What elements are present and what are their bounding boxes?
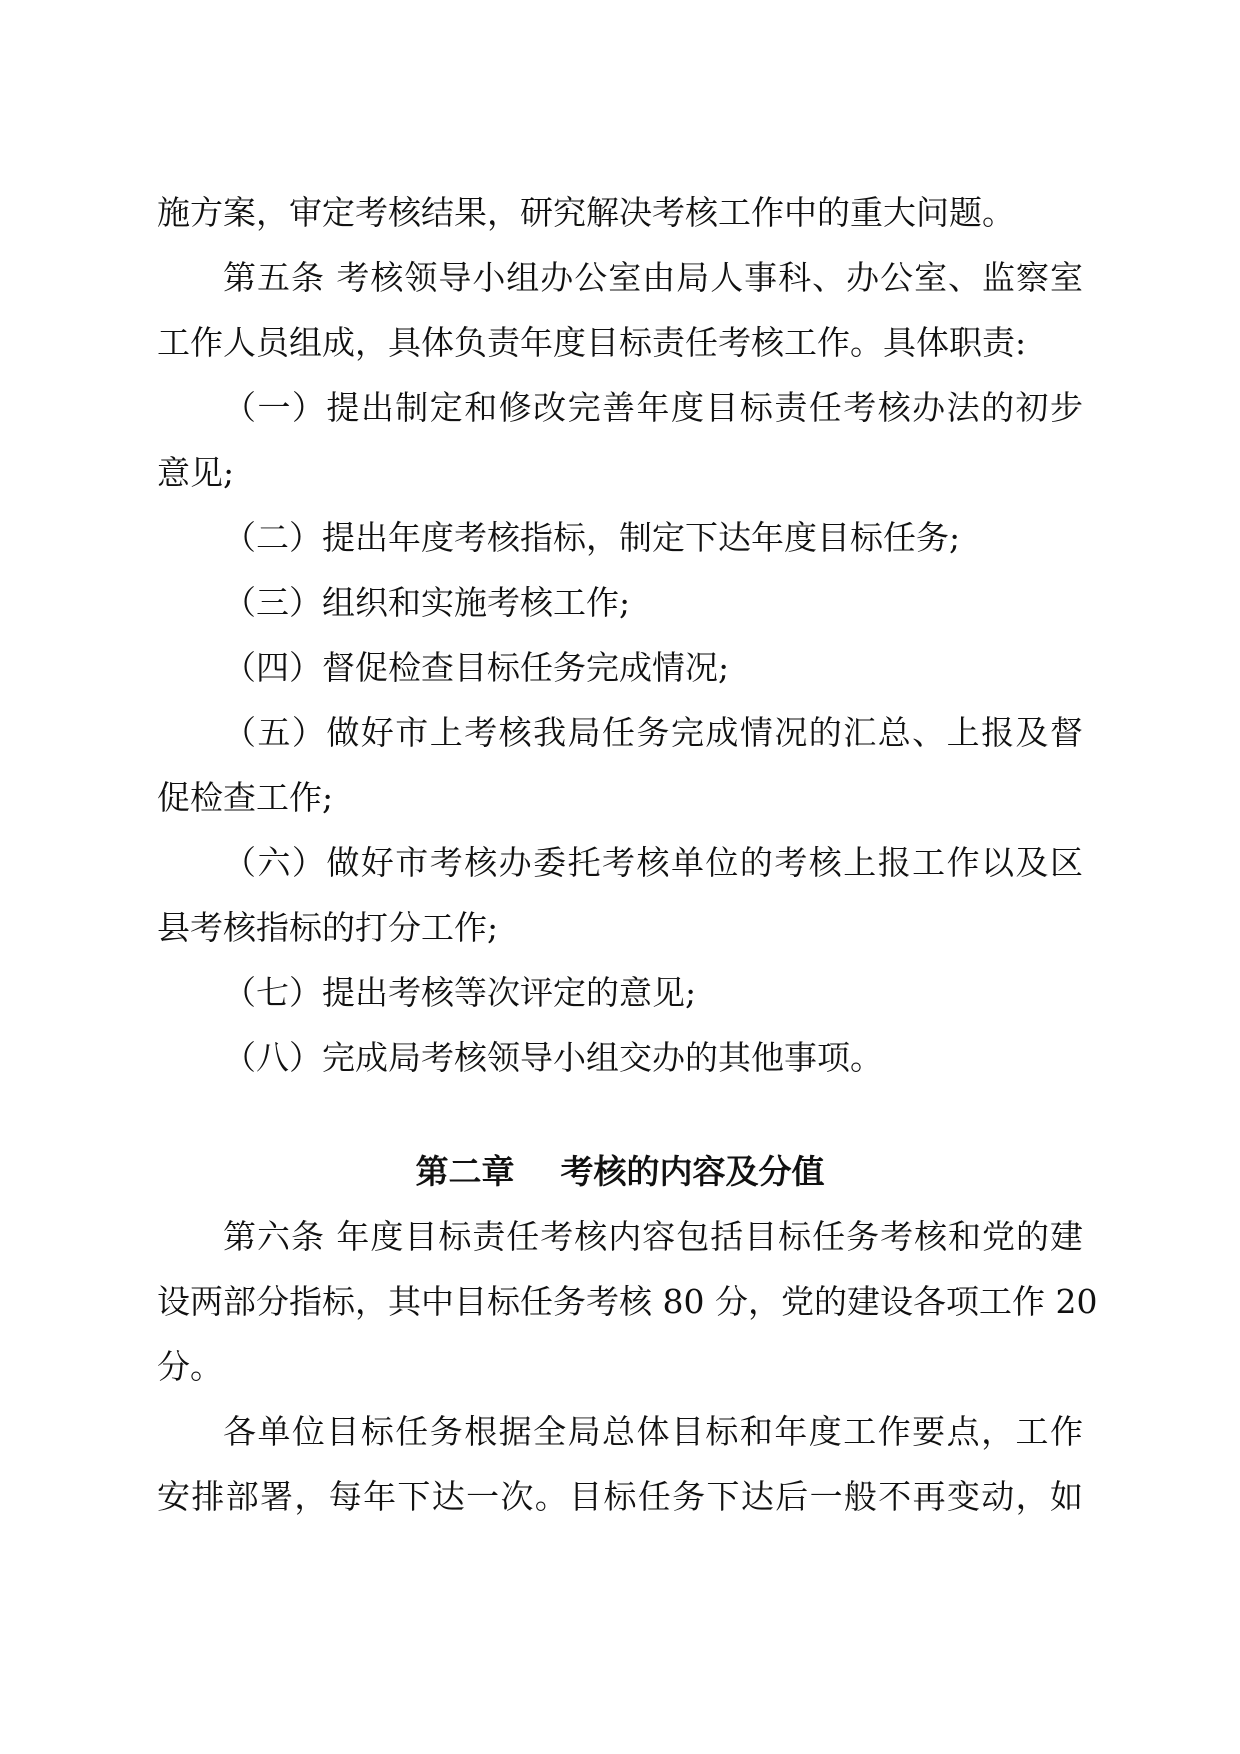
paragraph-line: 各单位目标任务根据全局总体目标和年度工作要点，工作	[223, 1412, 1083, 1451]
list-item-line: （四）督促检查目标任务完成情况;	[223, 648, 730, 687]
list-item-line: （五）做好市上考核我局任务完成情况的汇总、上报及督	[223, 713, 1083, 752]
paragraph-line: 施方案，审定考核结果，研究解决考核工作中的重大问题。	[157, 193, 1015, 232]
list-item-line: （二）提出年度考核指标，制定下达年度目标任务;	[223, 518, 961, 557]
list-item-line: （一）提出制定和修改完善年度目标责任考核办法的初步	[223, 388, 1083, 427]
list-item-line: （六）做好市考核办委托考核单位的考核上报工作以及区	[223, 843, 1083, 882]
section-spacer	[157, 1090, 1083, 1139]
article-5	[157, 245, 1083, 1090]
paragraph-line: 第五条 考核领导小组办公室由局人事科、办公室、监察室	[223, 258, 1083, 297]
paragraph-line: 第六条 年度目标责任考核内容包括目标任务考核和党的建	[223, 1217, 1083, 1256]
paragraph-line: 安排部署，每年下达一次。目标任务下达后一般不再变动，如	[157, 1477, 1083, 1516]
list-item-line: 县考核指标的打分工作;	[157, 908, 499, 947]
document-page	[157, 180, 1098, 1529]
paragraph-line: 工作人员组成，具体负责年度目标责任考核工作。具体职责:	[157, 323, 1027, 362]
chapter-heading: 第二章 考核的内容及分值	[415, 1152, 825, 1191]
list-item-line: 意见;	[157, 453, 235, 492]
paragraph-line: 分。	[157, 1347, 223, 1386]
paragraph-line: 设两部分指标，其中目标任务考核 80 分，党的建设各项工作 20	[157, 1282, 1098, 1321]
article-6	[157, 1204, 1098, 1529]
list-item-line: 促检查工作;	[157, 778, 334, 817]
list-item-line: （八）完成局考核领导小组交办的其他事项。	[223, 1038, 883, 1077]
list-item-line: （七）提出考核等次评定的意见;	[223, 973, 697, 1012]
list-item-line: （三）组织和实施考核工作;	[223, 583, 631, 622]
